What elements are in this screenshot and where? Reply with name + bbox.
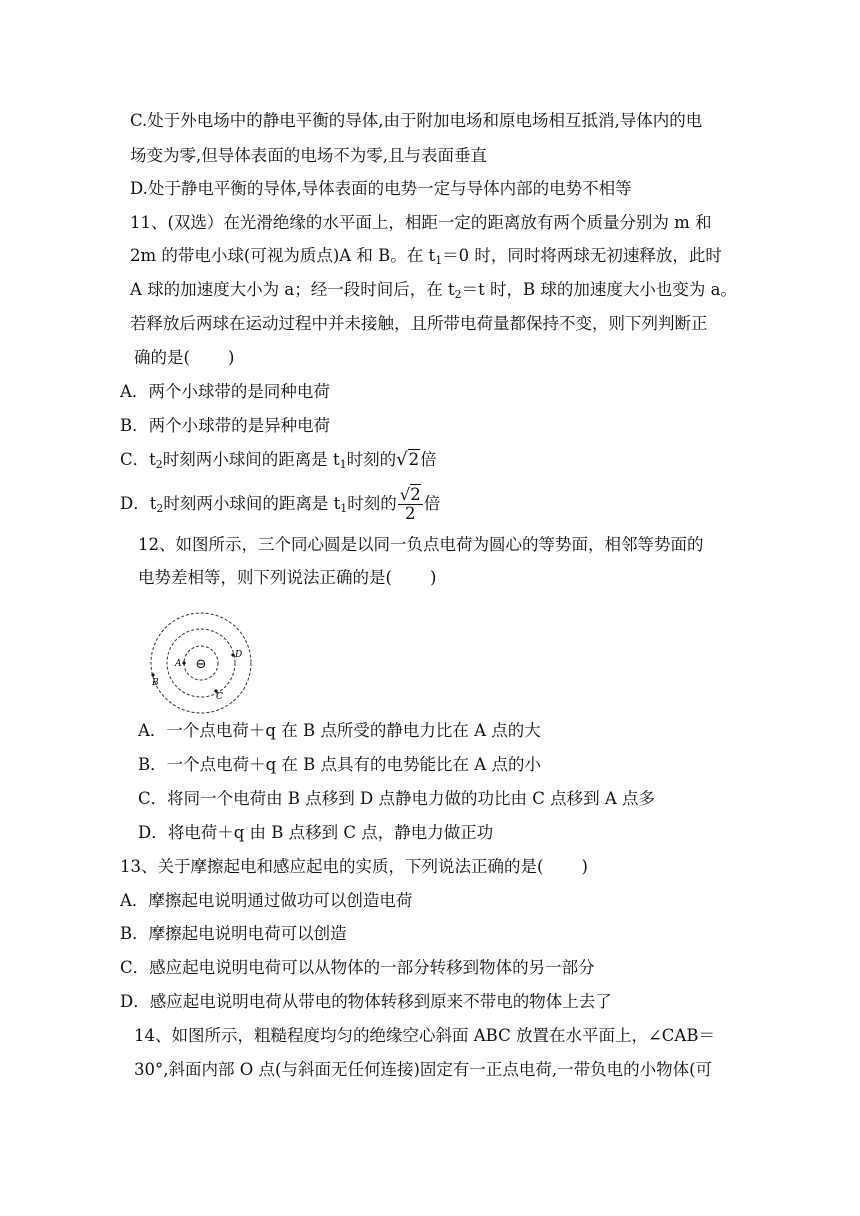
option-12b: B．一个点电荷＋q 在 B 点具有的电势能比在 A 点的小 — [138, 755, 541, 774]
option-11d: D．$t_2$时刻两小球间的距离是 $t_1$时刻的 $\frac{√2}{2}$ 倍 — [120, 485, 441, 523]
option-13a: A．摩擦起电说明通过做功可以创造电荷 — [120, 891, 413, 910]
negative-charge-symbol: ⊖ — [195, 657, 207, 672]
option-12d: D．将电荷＋q 由 B 点移到 C 点，静电力做正功 — [138, 823, 494, 842]
question-11-line5: 确的是( ) — [134, 348, 235, 367]
fraction-expression: $\frac{√2}{2}$ — [399, 485, 421, 523]
option-11c: C．$t_2$时刻两小球间的距离是 $t_1$时刻的√2倍 — [120, 449, 437, 471]
question-11-line4: 若释放后两球在运动过程中并未接触，且所带电荷量都保持不变，则下列判断正 — [130, 314, 708, 333]
option-12c: C．将同一个电荷由 B 点移到 D 点静电力做的功比由 C 点移到 A 点多 — [138, 789, 655, 808]
sqrt-expression: √2 — [396, 449, 420, 470]
option-12a: A．一个点电荷＋q 在 B 点所受的静电力比在 A 点的大 — [138, 721, 541, 740]
option-10c-line1: C.处于外电场中的静电平衡的导体,由于附加电场和原电场相互抵消,导体内的电 — [130, 111, 703, 130]
option-10c-line2: 场变为零,但导体表面的电场不为零,且与表面垂直 — [130, 146, 487, 165]
question-11-line2: 2m 的带电小球(可视为质点)A 和 B。在 $t_1=0$ 时，同时将两球无初速释放，此时 — [130, 246, 722, 267]
option-11a: A．两个小球带的是同种电荷 — [120, 382, 330, 401]
question-14-line1: 14、如图所示，粗糙程度均匀的绝缘空心斜面 ABC 放置在水平面上，∠CAB＝ — [134, 1026, 715, 1045]
question-13: 13、关于摩擦起电和感应起电的实质，下列说法正确的是( ) — [120, 857, 588, 876]
concentric-equipotential-figure — [143, 611, 273, 715]
question-11-line1: 11、(双选）在光滑绝缘的水平面上，相距一定的距离放有两个质量分别为 m 和 — [130, 213, 712, 232]
option-11b: B．两个小球带的是异种电荷 — [120, 416, 331, 435]
option-13c: C．感应起电说明电荷可以从物体的一部分转移到物体的另一部分 — [120, 958, 595, 977]
option-13b: B．摩擦起电说明电荷可以创造 — [120, 924, 347, 943]
question-11-line3: A 球的加速度大小为 a；经一段时间后，在 $t_2=t$ 时，B 球的加速度大小也变为 a。 — [130, 280, 737, 301]
question-12-line2: 电势差相等，则下列说法正确的是( ) — [138, 568, 437, 587]
option-13d: D．感应起电说明电荷从带电的物体转移到原来不带电的物体上去了 — [120, 992, 612, 1011]
point-b-label: B — [152, 678, 159, 688]
point-d-label: D — [235, 650, 243, 660]
point-b-dot — [151, 673, 154, 676]
option-10d: D.处于静电平衡的导体,导体表面的电势一定与导体内部的电势不相等 — [130, 179, 632, 198]
point-c-label: C — [216, 692, 223, 702]
question-14-line2: 30°,斜面内部 O 点(与斜面无任何连接)固定有一正点电荷,一带负电的小物体(可 — [134, 1060, 713, 1079]
question-12-line1: 12、如图所示，三个同心圆是以同一负点电荷为圆心的等势面，相邻等势面的 — [138, 535, 704, 554]
point-a-label: A — [175, 659, 182, 669]
point-a-dot — [182, 661, 185, 664]
